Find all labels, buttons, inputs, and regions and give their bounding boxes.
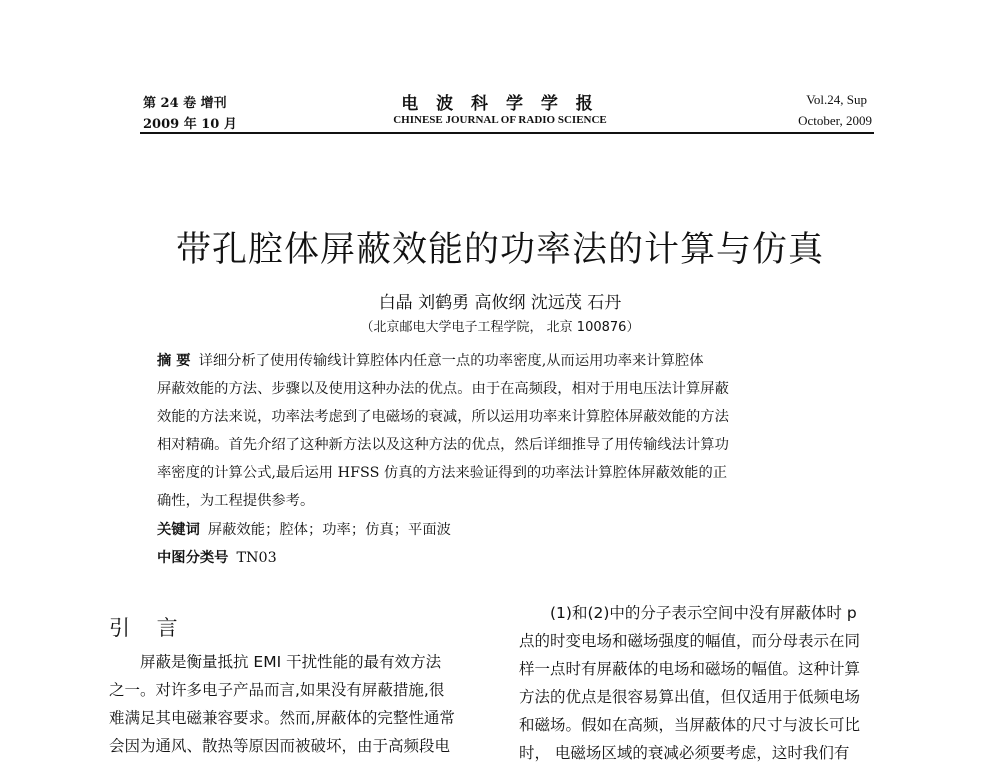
body-line: 难满足其电磁兼容要求。然而,屏蔽体的完整性通常 [109,709,455,727]
journal-date-en: October, 2009 [798,113,872,128]
abstract-line: 确性，为工程提供参考。 [157,493,315,509]
keywords [157,519,451,539]
keywords-label: 关键词 [157,522,200,538]
body-line: 方法的优点是很容易算出值，但仅适用于低频电场 [519,688,861,706]
abstract-line: 相对精确。首先介绍了这种新方法以及这种方法的优点，然后详细推导了用传输线法计算功 [157,437,729,453]
abstract-line: 摘 要 详细分析了使用传输线计算腔体内任意一点的功率密度,从而运用功率来计算腔体 [157,353,704,369]
abstract-label: 摘 要 [157,353,191,369]
body-line: 屏蔽是衡量抵抗 EMI 干扰性能的最有效方法 [109,653,442,671]
body-line: 会因为通风、散热等原因而被破坏，由于高频段电 [109,737,451,755]
abstract-line: 屏蔽效能的方法、步骤以及使用这种办法的优点。由于在高频段，相对于用电压法计算屏蔽 [157,381,729,397]
header-rule [140,132,874,134]
paper-title: 带孔腔体屏蔽效能的功率法的计算与仿真 [175,230,824,270]
journal-volume: 第 24 卷 增刊 [143,96,227,111]
abstract-line: 效能的方法来说，功率法考虑到了电磁场的衰减，所以运用功率来计算腔体屏蔽效能的方法 [157,409,729,425]
body-line: (1)和(2)中的分子表示空间中没有屏蔽体时 p [519,604,857,622]
body-line: 点的时变电场和磁场强度的幅值，而分母表示在同 [519,632,861,650]
keywords-text: 屏蔽效能；腔体；功率；仿真；平面波 [207,522,451,538]
paper-affiliation: （北京邮电大学电子工程学院， 北京 100876） [360,320,640,335]
classification-label: 中图分类号 [157,550,229,566]
journal-volume-en: Vol.24, Sup [806,92,867,107]
classification-code: TN03 [236,550,277,566]
section-heading-intro: 引 言 [109,616,188,640]
abstract-line: 率密度的计算公式,最后运用 HFSS 仿真的方法来验证得到的功率法计算腔体屏蔽效能的正 [157,465,728,481]
body-line: 和磁场。假如在高频，当屏蔽体的尺寸与波长可比 [519,716,861,734]
body-line: 之一。对许多电子产品而言,如果没有屏蔽措施,很 [109,681,445,699]
body-line: 时， 电磁场区域的衰减必须要考虑，这时我们有 [519,744,850,762]
body-line: 样一点时有屏蔽体的电场和磁场的幅值。这种计算 [519,660,861,678]
journal-date-cn: 2009 年 10 月 [143,117,237,132]
abstract [157,347,862,515]
body-column-right [519,599,914,767]
journal-name-cn: 电 波 科 学 学 报 [401,94,599,114]
journal-name-en: CHINESE JOURNAL OF RADIO SCIENCE [393,114,607,126]
paper-authors: 白晶 刘鹤勇 高攸纲 沈远茂 石丹 [378,293,622,313]
body-column-left [109,648,499,760]
classification [157,547,277,567]
